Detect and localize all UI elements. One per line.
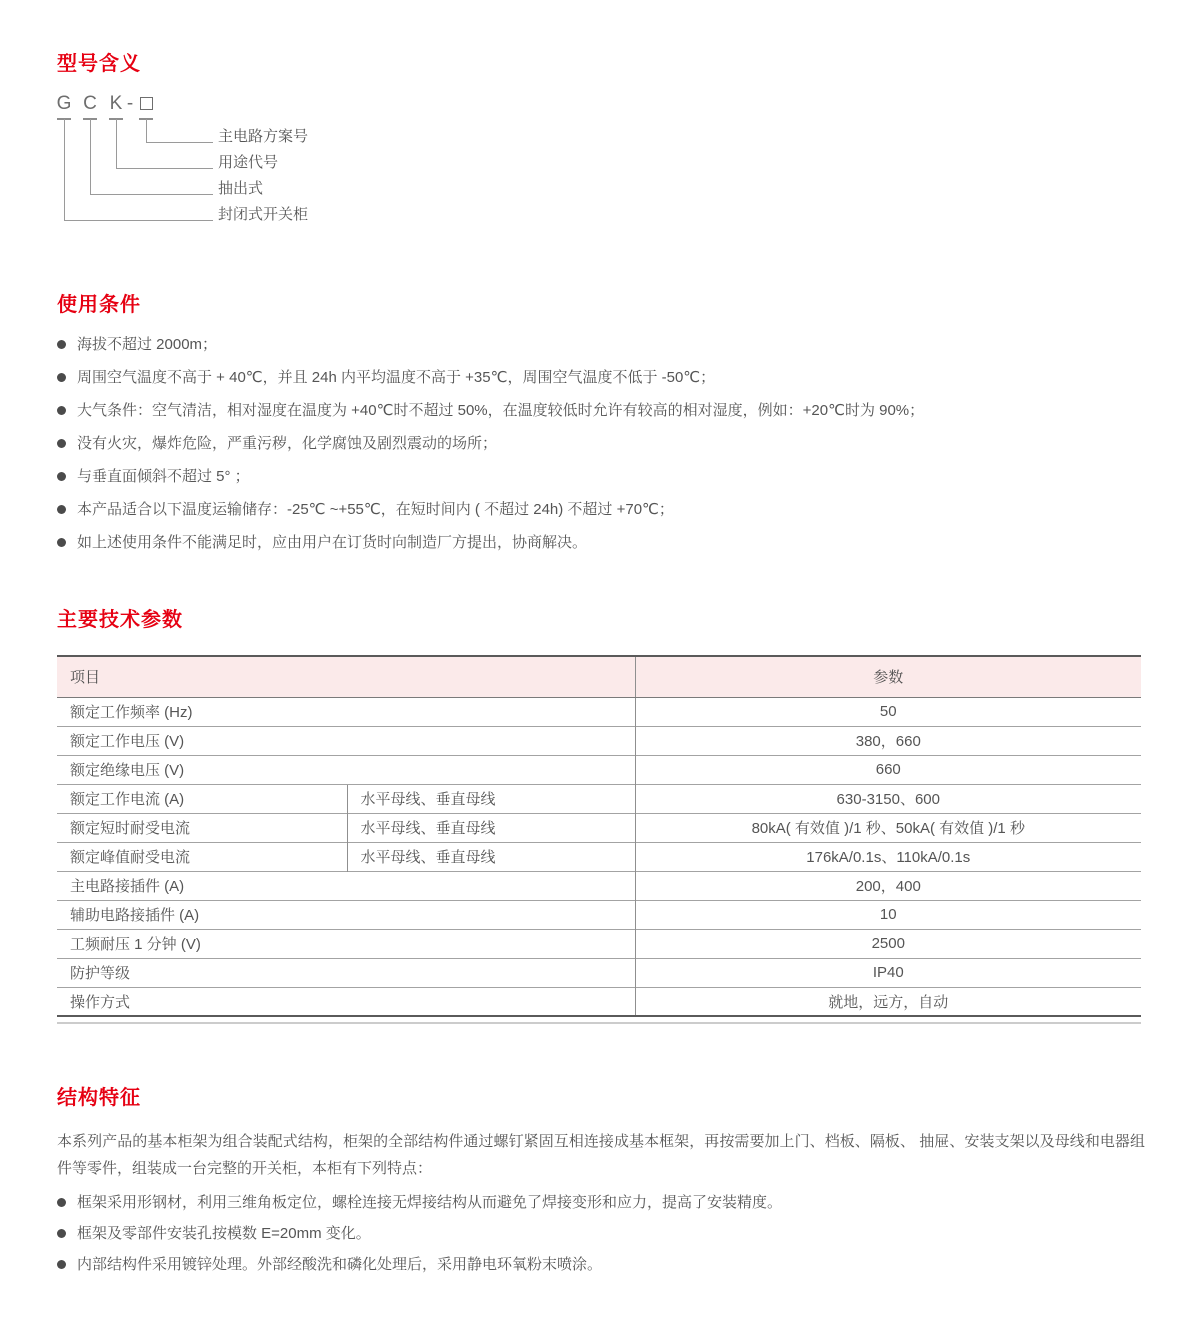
bullet-icon — [57, 406, 66, 415]
list-item — [57, 434, 1152, 454]
condition-text: 本产品适合以下温度运输储存：-25℃ ~+55℃，在短时间内 ( 不超过 24h) 不超过 +70℃； — [77, 501, 674, 518]
table-row — [57, 755, 1141, 784]
scheme-placeholder-box-icon — [140, 97, 153, 110]
list-item — [57, 1224, 1152, 1244]
cell-item: 主电路接插件 (A) — [57, 871, 635, 900]
cell-value: 380，660 — [635, 726, 1141, 755]
list-item — [57, 368, 1152, 388]
column-header-parameter: 参数 — [635, 656, 1141, 697]
label-enclosed-switchgear: 封闭式开关柜 — [218, 206, 309, 223]
structure-features-list — [57, 1193, 1152, 1286]
cell-busbar: 水平母线、垂直母线 — [347, 842, 635, 871]
list-item — [57, 1193, 1152, 1213]
cell-item: 操作方式 — [57, 987, 635, 1016]
table-row — [57, 987, 1141, 1016]
cell-value: 就地，远方，自动 — [635, 987, 1141, 1016]
table-row — [57, 784, 1141, 813]
table-row — [57, 929, 1141, 958]
table-row — [57, 813, 1141, 842]
bullet-icon — [57, 505, 66, 514]
cell-value: 630-3150、600 — [635, 784, 1141, 813]
list-item — [57, 533, 1152, 553]
cell-value: 10 — [635, 900, 1141, 929]
section-title-usage-conditions: 使用条件 — [57, 294, 141, 316]
parameters-table-wrap — [57, 655, 1141, 1017]
code-letter-k: K — [109, 93, 123, 114]
list-item — [57, 1255, 1152, 1275]
structure-intro-paragraph: 本系列产品的基本柜架为组合装配式结构，柜架的全部结构件通过螺钉紧固互相连接成基本框架，再按需要加上门、档板、隔板、 抽屉、安装支架以及母线和电器组件等零件，组装成一台完整的开关柜，本柜有下列特点： — [57, 1133, 1145, 1177]
list-item — [57, 500, 1152, 520]
cell-value: 50 — [635, 697, 1141, 726]
bullet-icon — [57, 373, 66, 382]
cell-value: 200，400 — [635, 871, 1141, 900]
cell-item: 额定工作电压 (V) — [57, 726, 635, 755]
cell-value: 80kA( 有效值 )/1 秒、50kA( 有效值 )/1 秒 — [635, 813, 1141, 842]
cell-value: 176kA/0.1s、110kA/0.1s — [635, 842, 1141, 871]
condition-text: 如上述使用条件不能满足时，应由用户在订货时向制造厂方提出，协商解决。 — [77, 534, 588, 551]
feature-text: 框架及零部件安装孔按模数 E=20mm 变化。 — [77, 1225, 371, 1242]
cell-value: IP40 — [635, 958, 1141, 987]
code-separator: - — [126, 93, 134, 114]
table-row — [57, 842, 1141, 871]
cell-item: 额定短时耐受电流 — [57, 813, 347, 842]
code-letter-g: G — [56, 93, 72, 114]
cell-item: 工频耐压 1 分钟 (V) — [57, 929, 635, 958]
model-code-diagram — [57, 92, 477, 242]
cell-busbar: 水平母线、垂直母线 — [347, 813, 635, 842]
label-drawout-type: 抽出式 — [218, 180, 264, 197]
condition-text: 大气条件：空气清洁，相对湿度在温度为 +40℃时不超过 50%，在温度较低时允许有较高的相对湿度，例如：+20℃时为 90%； — [77, 402, 925, 419]
section-title-structural-features: 结构特征 — [57, 1087, 141, 1109]
label-usage-code: 用途代号 — [218, 154, 279, 171]
cell-value: 2500 — [635, 929, 1141, 958]
condition-text: 没有火灾，爆炸危险，严重污秽，化学腐蚀及剧烈震动的场所； — [77, 435, 498, 452]
cell-item: 额定工作频率 (Hz) — [70, 704, 193, 721]
label-main-circuit-scheme: 主电路方案号 — [218, 128, 309, 145]
list-item — [57, 335, 1152, 355]
list-item — [57, 401, 1152, 421]
bullet-icon — [57, 1198, 66, 1207]
bullet-icon — [57, 538, 66, 547]
condition-text: 周围空气温度不高于 + 40℃，并且 24h 内平均温度不高于 +35℃，周围空气温度不低于 -50℃； — [77, 369, 716, 386]
section-title-technical-parameters: 主要技术参数 — [57, 609, 183, 631]
usage-conditions-list — [57, 335, 1152, 566]
cell-item: 额定绝缘电压 (V) — [57, 755, 635, 784]
table-row — [57, 900, 1141, 929]
bullet-icon — [57, 439, 66, 448]
bullet-icon — [57, 1229, 66, 1238]
cell-item: 辅助电路接插件 (A) — [57, 900, 635, 929]
cell-busbar: 水平母线、垂直母线 — [347, 784, 635, 813]
feature-text: 内部结构件采用镀锌处理。外部经酸洗和磷化处理后，采用静电环氧粉末喷涂。 — [77, 1256, 603, 1273]
bullet-icon — [57, 1260, 66, 1269]
parameters-table — [57, 655, 1141, 1017]
bullet-icon — [57, 472, 66, 481]
cell-item: 额定工作电流 (A) — [57, 784, 347, 813]
column-header-item: 项目 — [57, 656, 635, 697]
code-letter-c: C — [83, 93, 97, 114]
table-header-row — [57, 656, 1141, 697]
table-row — [57, 958, 1141, 987]
cell-value: 660 — [635, 755, 1141, 784]
table-row — [57, 697, 1141, 726]
connector-line-enclosed — [64, 119, 213, 221]
feature-text: 框架采用形钢材，利用三维角板定位，螺栓连接无焊接结构从而避免了焊接变形和应力，提高了安装精度。 — [77, 1194, 783, 1211]
section-title-model-meaning: 型号含义 — [57, 53, 141, 75]
table-row — [57, 726, 1141, 755]
condition-text: 与垂直面倾斜不超过 5° ； — [77, 468, 250, 485]
table-bottom-rule — [57, 1022, 1141, 1024]
bullet-icon — [57, 340, 66, 349]
list-item — [57, 467, 1152, 487]
table-row — [57, 871, 1141, 900]
cell-item: 防护等级 — [57, 958, 635, 987]
condition-text: 海拔不超过 2000m； — [77, 336, 218, 353]
cell-item: 额定峰值耐受电流 — [57, 842, 347, 871]
